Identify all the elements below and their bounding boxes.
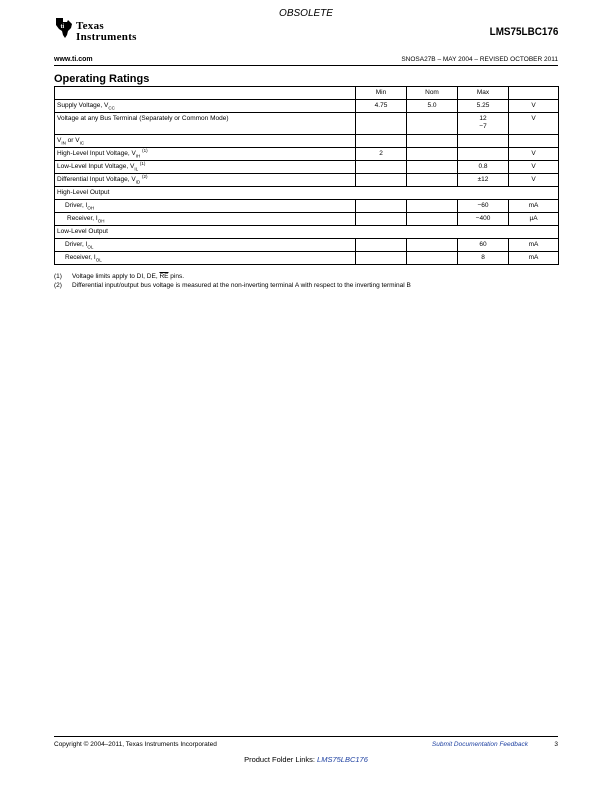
min-cell xyxy=(356,174,407,187)
group-label: Low-Level Output xyxy=(55,226,559,239)
nom-cell xyxy=(407,213,458,226)
unit-cell: V xyxy=(509,148,559,161)
param-cell: Differential Input Voltage, $V_{ID}$ $^{(2)}$ xyxy=(55,174,356,187)
doc-revision: SNOSA27B – MAY 2004 – REVISED OCTOBER 2011 xyxy=(401,56,558,63)
texas-state-logo-icon xyxy=(54,16,74,40)
table-row xyxy=(55,213,559,226)
min-cell xyxy=(356,200,407,213)
footnote-ref[interactable]: (1) xyxy=(139,160,146,166)
param-cell: Driver, $I_{OL}$ xyxy=(55,239,356,252)
group-label: High-Level Output xyxy=(55,187,559,200)
max-cell xyxy=(458,135,509,148)
param-cell: High-Level Input Voltage, $V_{IH}$ $^{(1)}$ xyxy=(55,148,356,161)
header-nom: Nom xyxy=(407,87,458,100)
min-cell xyxy=(356,161,407,174)
unit-cell: V xyxy=(509,113,559,135)
unit-cell: V xyxy=(509,100,559,113)
unit-cell: mA xyxy=(509,200,559,213)
table-row xyxy=(55,100,559,113)
obsolete-banner: OBSOLETE xyxy=(279,8,333,19)
table-row xyxy=(55,239,559,252)
nom-cell xyxy=(407,252,458,265)
product-folder-links: Product Folder Links: LMS75LBC176 xyxy=(244,755,368,764)
re-overline: $\overline{RE}$ xyxy=(159,273,169,280)
max-cell: −60 xyxy=(458,200,509,213)
footnote-number: (2) xyxy=(54,282,62,289)
header-rule xyxy=(54,65,558,66)
param-cell: Driver, $I_{OH}$ xyxy=(55,200,356,213)
footnote-ref[interactable]: (1) xyxy=(142,147,148,153)
unit-cell: µA xyxy=(509,213,559,226)
max-cell: 8 xyxy=(458,252,509,265)
table-group-row xyxy=(55,226,559,239)
footnote: (2) Differential input/output bus voltage is measured at the non-inverting terminal A with respect to the inverting terminal B xyxy=(54,282,411,289)
table-row xyxy=(55,161,559,174)
footnote-number: (1) xyxy=(54,273,62,280)
min-cell xyxy=(356,239,407,252)
logo-text-texas: Texas xyxy=(76,20,104,32)
unit-cell: mA xyxy=(509,252,559,265)
footnote-ref[interactable]: (2) xyxy=(141,173,148,179)
nom-cell xyxy=(407,174,458,187)
max-cell: 60 xyxy=(458,239,509,252)
section-title: Operating Ratings xyxy=(54,73,150,85)
nom-cell xyxy=(407,135,458,148)
max-cell: −400 xyxy=(458,213,509,226)
param-cell: Receiver, $I_{OH}$ xyxy=(55,213,356,226)
nom-cell xyxy=(407,161,458,174)
header-max: Max xyxy=(458,87,509,100)
footnote: (1) Voltage limits apply to DI, DE, $\overline{RE}$ pins. xyxy=(54,273,185,280)
min-cell xyxy=(356,113,407,135)
nom-cell: 5.0 xyxy=(407,100,458,113)
website-link[interactable]: www.ti.com xyxy=(54,56,93,63)
page-number: 3 xyxy=(554,741,558,748)
min-cell xyxy=(356,213,407,226)
part-number: LMS75LBC176 xyxy=(489,26,558,38)
table-row xyxy=(55,174,559,187)
table-group-row xyxy=(55,187,559,200)
table-row xyxy=(55,113,559,135)
table-row xyxy=(55,252,559,265)
param-cell: Receiver, $I_{OL}$ xyxy=(55,252,356,265)
product-folder-link[interactable]: LMS75LBC176 xyxy=(317,755,368,764)
max-cell: 5.25 xyxy=(458,100,509,113)
nom-cell xyxy=(407,113,458,135)
ti-logo xyxy=(54,16,154,42)
table-header-row xyxy=(55,87,559,100)
nom-cell xyxy=(407,239,458,252)
nom-cell xyxy=(407,200,458,213)
header-min: Min xyxy=(356,87,407,100)
table-row xyxy=(55,200,559,213)
min-cell xyxy=(356,135,407,148)
header-param xyxy=(55,87,356,100)
max-cell: 0.8 xyxy=(458,161,509,174)
header-unit xyxy=(509,87,559,100)
nom-cell xyxy=(407,148,458,161)
param-cell: Voltage at any Bus Terminal (Separately or Common Mode) xyxy=(55,113,356,135)
max-cell: 12 −7 xyxy=(458,113,509,135)
min-cell xyxy=(356,252,407,265)
submit-feedback-link[interactable]: Submit Documentation Feedback xyxy=(431,741,528,748)
operating-ratings-table xyxy=(54,86,559,265)
unit-cell xyxy=(509,135,559,148)
logo-text-instruments: Instruments xyxy=(76,31,137,43)
min-cell: 4.75 xyxy=(356,100,407,113)
param-cell: $V_{IN}$ or $V_{IC}$ xyxy=(55,135,356,148)
unit-cell: mA xyxy=(509,239,559,252)
max-cell: ±12 xyxy=(458,174,509,187)
svg-text:ti: ti xyxy=(60,24,65,30)
max-cell xyxy=(458,148,509,161)
param-cell: Low-Level Input Voltage, $V_{IL}$ $^{(1)}$ xyxy=(55,161,356,174)
table-row xyxy=(55,135,559,148)
min-cell: 2 xyxy=(356,148,407,161)
copyright: Copyright © 2004–2011, Texas Instruments Incorporated xyxy=(54,741,217,748)
param-cell: Supply Voltage, $V_{CC}$ xyxy=(55,100,356,113)
unit-cell: V xyxy=(509,174,559,187)
table-row xyxy=(55,148,559,161)
footer-rule xyxy=(54,736,558,737)
unit-cell: V xyxy=(509,161,559,174)
